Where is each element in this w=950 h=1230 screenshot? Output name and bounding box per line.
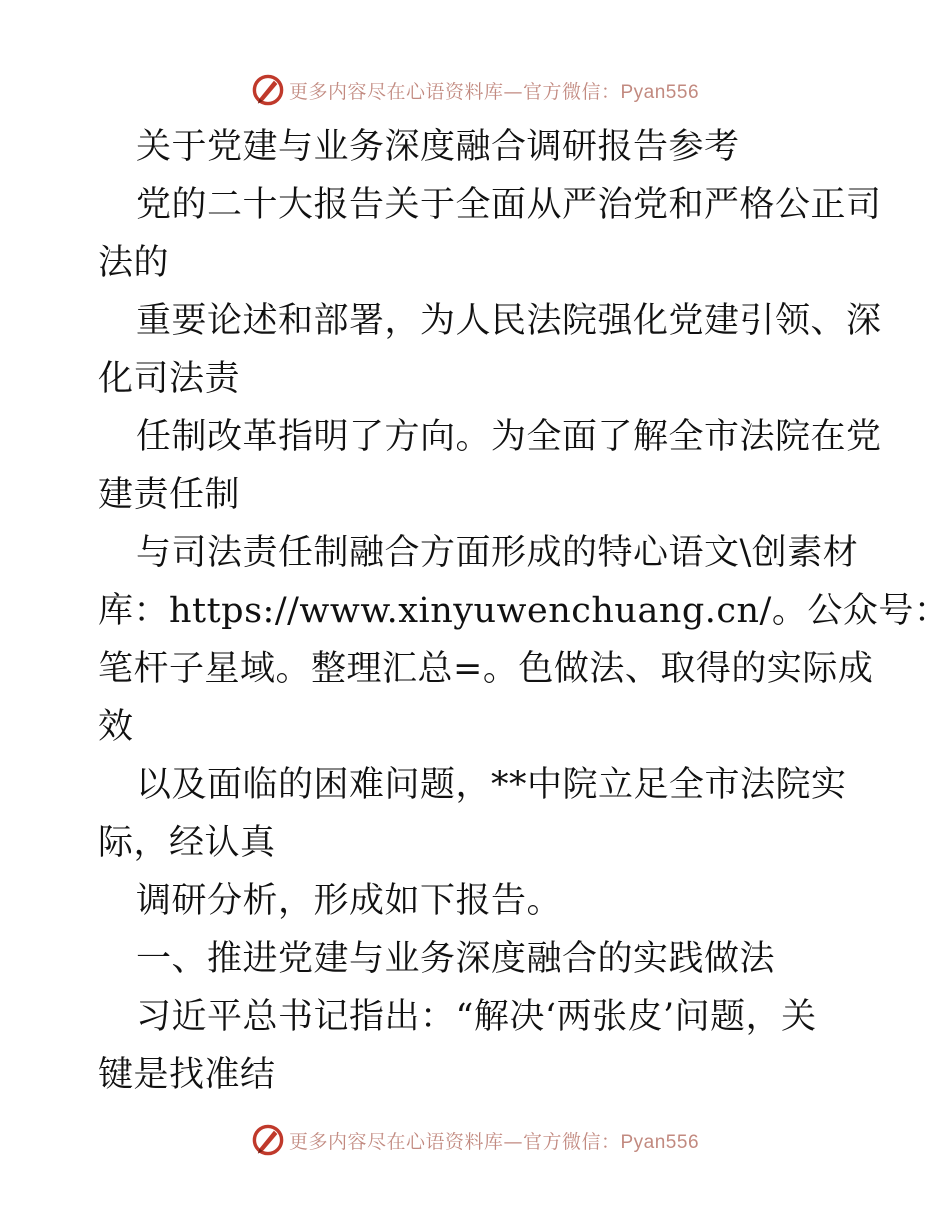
paragraph-line: 与司法责任制融合方面形成的特心语文\创素材: [136, 533, 859, 573]
paragraph-line: 际，经认真: [98, 823, 276, 863]
paragraph-line: 习近平总书记指出：“解决‘两张皮’问题，关: [136, 997, 817, 1037]
paragraph-line: 键是找准结: [98, 1055, 276, 1095]
paragraph-line: 化司法责: [98, 359, 241, 399]
footer-watermark: [0, 1120, 950, 1160]
paragraph-line: 库：https://www.xinyuwenchuang.cn/。公众号：: [98, 591, 950, 631]
watermark-text: 更多内容尽在心语资料库—官方微信：Pyan556: [288, 80, 700, 103]
paragraph-line: 以及面临的困难问题，**中院立足全市法院实: [136, 765, 847, 805]
watermark-wechat-id: Pyan556: [620, 1131, 700, 1153]
paragraph-line: 党的二十大报告关于全面从严治党和严格公正司: [136, 185, 882, 225]
paragraph-line: 重要论述和部署，为人民法院强化党建引领、深: [136, 301, 882, 341]
section-heading: 一、推进党建与业务深度融合的实践做法: [136, 939, 776, 979]
paragraph-line: 笔杆子星域。整理汇总=。色做法、取得的实际成: [98, 649, 874, 689]
document-title: 关于党建与业务深度融合调研报告参考: [136, 127, 740, 167]
paragraph-line: 法的: [98, 243, 170, 283]
paragraph-line: 效: [98, 707, 134, 747]
pen-logo-icon: [251, 1123, 285, 1157]
watermark-text: 更多内容尽在心语资料库—官方微信：Pyan556: [288, 1130, 700, 1153]
paragraph-line: 任制改革指明了方向。为全面了解全市法院在党: [136, 417, 882, 457]
document-body: [98, 118, 950, 1104]
header-watermark: [0, 70, 950, 110]
paragraph-line: 建责任制: [98, 475, 241, 515]
paragraph-line: 调研分析，形成如下报告。: [136, 881, 563, 921]
watermark-wechat-id: Pyan556: [620, 81, 700, 103]
pen-logo-icon: [251, 73, 285, 107]
